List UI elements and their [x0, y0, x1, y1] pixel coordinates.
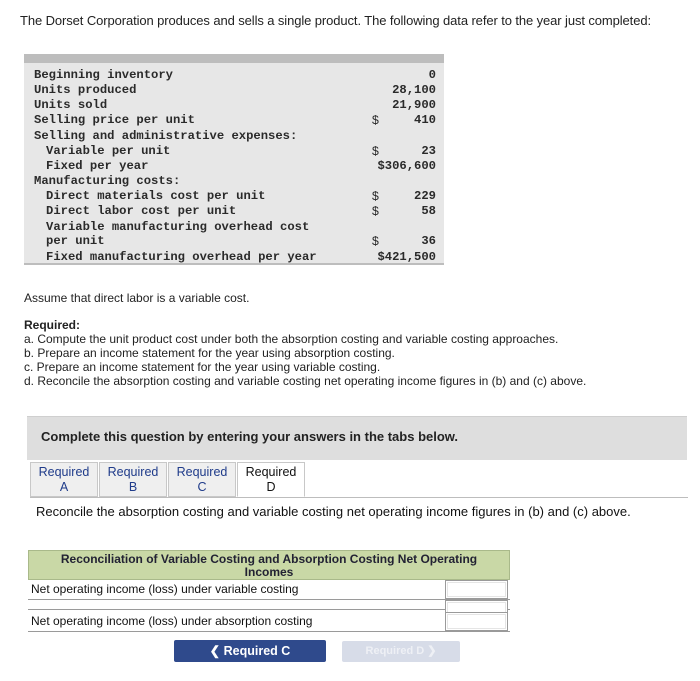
tab-required-b[interactable]: Required B [99, 462, 167, 497]
next-required-d-button[interactable]: Required D ❯ [342, 641, 460, 662]
required-item-c: c. Prepare an income statement for the year using variable costing. [24, 360, 381, 374]
prev-required-c-button[interactable]: ❮ Required C [174, 640, 326, 662]
required-item-a: a. Compute the unit product cost under both the absorption costing and variable costing approaches. [24, 332, 559, 346]
row-sga-header: Selling and administrative expenses: [34, 129, 298, 143]
required-item-d: d. Reconcile the absorption costing and variable costing net operating income figures in (b) and (c) above. [24, 374, 587, 388]
chevron-right-icon: ❯ [427, 645, 437, 657]
recon-row-absorption: Net operating income (loss) under absorption costing [28, 610, 510, 632]
tab-instruction: Reconcile the absorption costing and variable costing net operating income figures in (b) and (c) above. [36, 504, 631, 519]
row-dm-per-unit: Direct materials cost per unit $ 229 [46, 189, 436, 203]
recon-row-spacer [28, 600, 510, 610]
required-section [24, 318, 684, 388]
row-beginning-inventory: Beginning inventory 0 [34, 68, 436, 82]
tab-required-d[interactable]: Required D [237, 462, 305, 497]
row-var-mfg-oh-line1: Variable manufacturing overhead cost [46, 220, 310, 234]
row-fixed-per-year: Fixed per year $306,600 [46, 159, 436, 173]
row-selling-price: Selling price per unit $ 410 [34, 113, 436, 127]
required-heading: Required: [24, 318, 81, 332]
recon-row-variable: Net operating income (loss) under variable costing [28, 578, 510, 600]
row-fixed-mfg-oh: Fixed manufacturing overhead per year $421,500 [46, 250, 436, 264]
tab-required-a[interactable]: Required A [30, 462, 98, 497]
row-dl-per-unit: Direct labor cost per unit $ 58 [46, 204, 436, 218]
tab-required-c[interactable]: Required C [168, 462, 236, 497]
instructions-banner: Complete this question by entering your answers in the tabs below. [27, 416, 687, 460]
variable-income-input[interactable] [445, 580, 508, 599]
tab-divider [30, 497, 688, 498]
row-units-sold: Units sold 21,900 [34, 98, 436, 112]
reconciliation-header: Reconciliation of Variable Costing and Absorption Costing Net Operating Incomes [28, 550, 510, 580]
row-var-mfg-oh-line2: per unit $ 36 [46, 234, 436, 248]
data-table [24, 54, 444, 265]
row-mfg-header: Manufacturing costs: [34, 174, 181, 188]
row-variable-per-unit: Variable per unit $ 23 [46, 144, 436, 158]
required-item-b: b. Prepare an income statement for the year using absorption costing. [24, 346, 395, 360]
assumption-text: Assume that direct labor is a variable cost. [24, 291, 250, 305]
chevron-left-icon: ❮ [209, 644, 221, 658]
problem-intro: The Dorset Corporation produces and sells a single product. The following data refer to the year just completed: [20, 13, 651, 28]
row-units-produced: Units produced 28,100 [34, 83, 436, 97]
absorption-income-input[interactable] [445, 612, 508, 631]
